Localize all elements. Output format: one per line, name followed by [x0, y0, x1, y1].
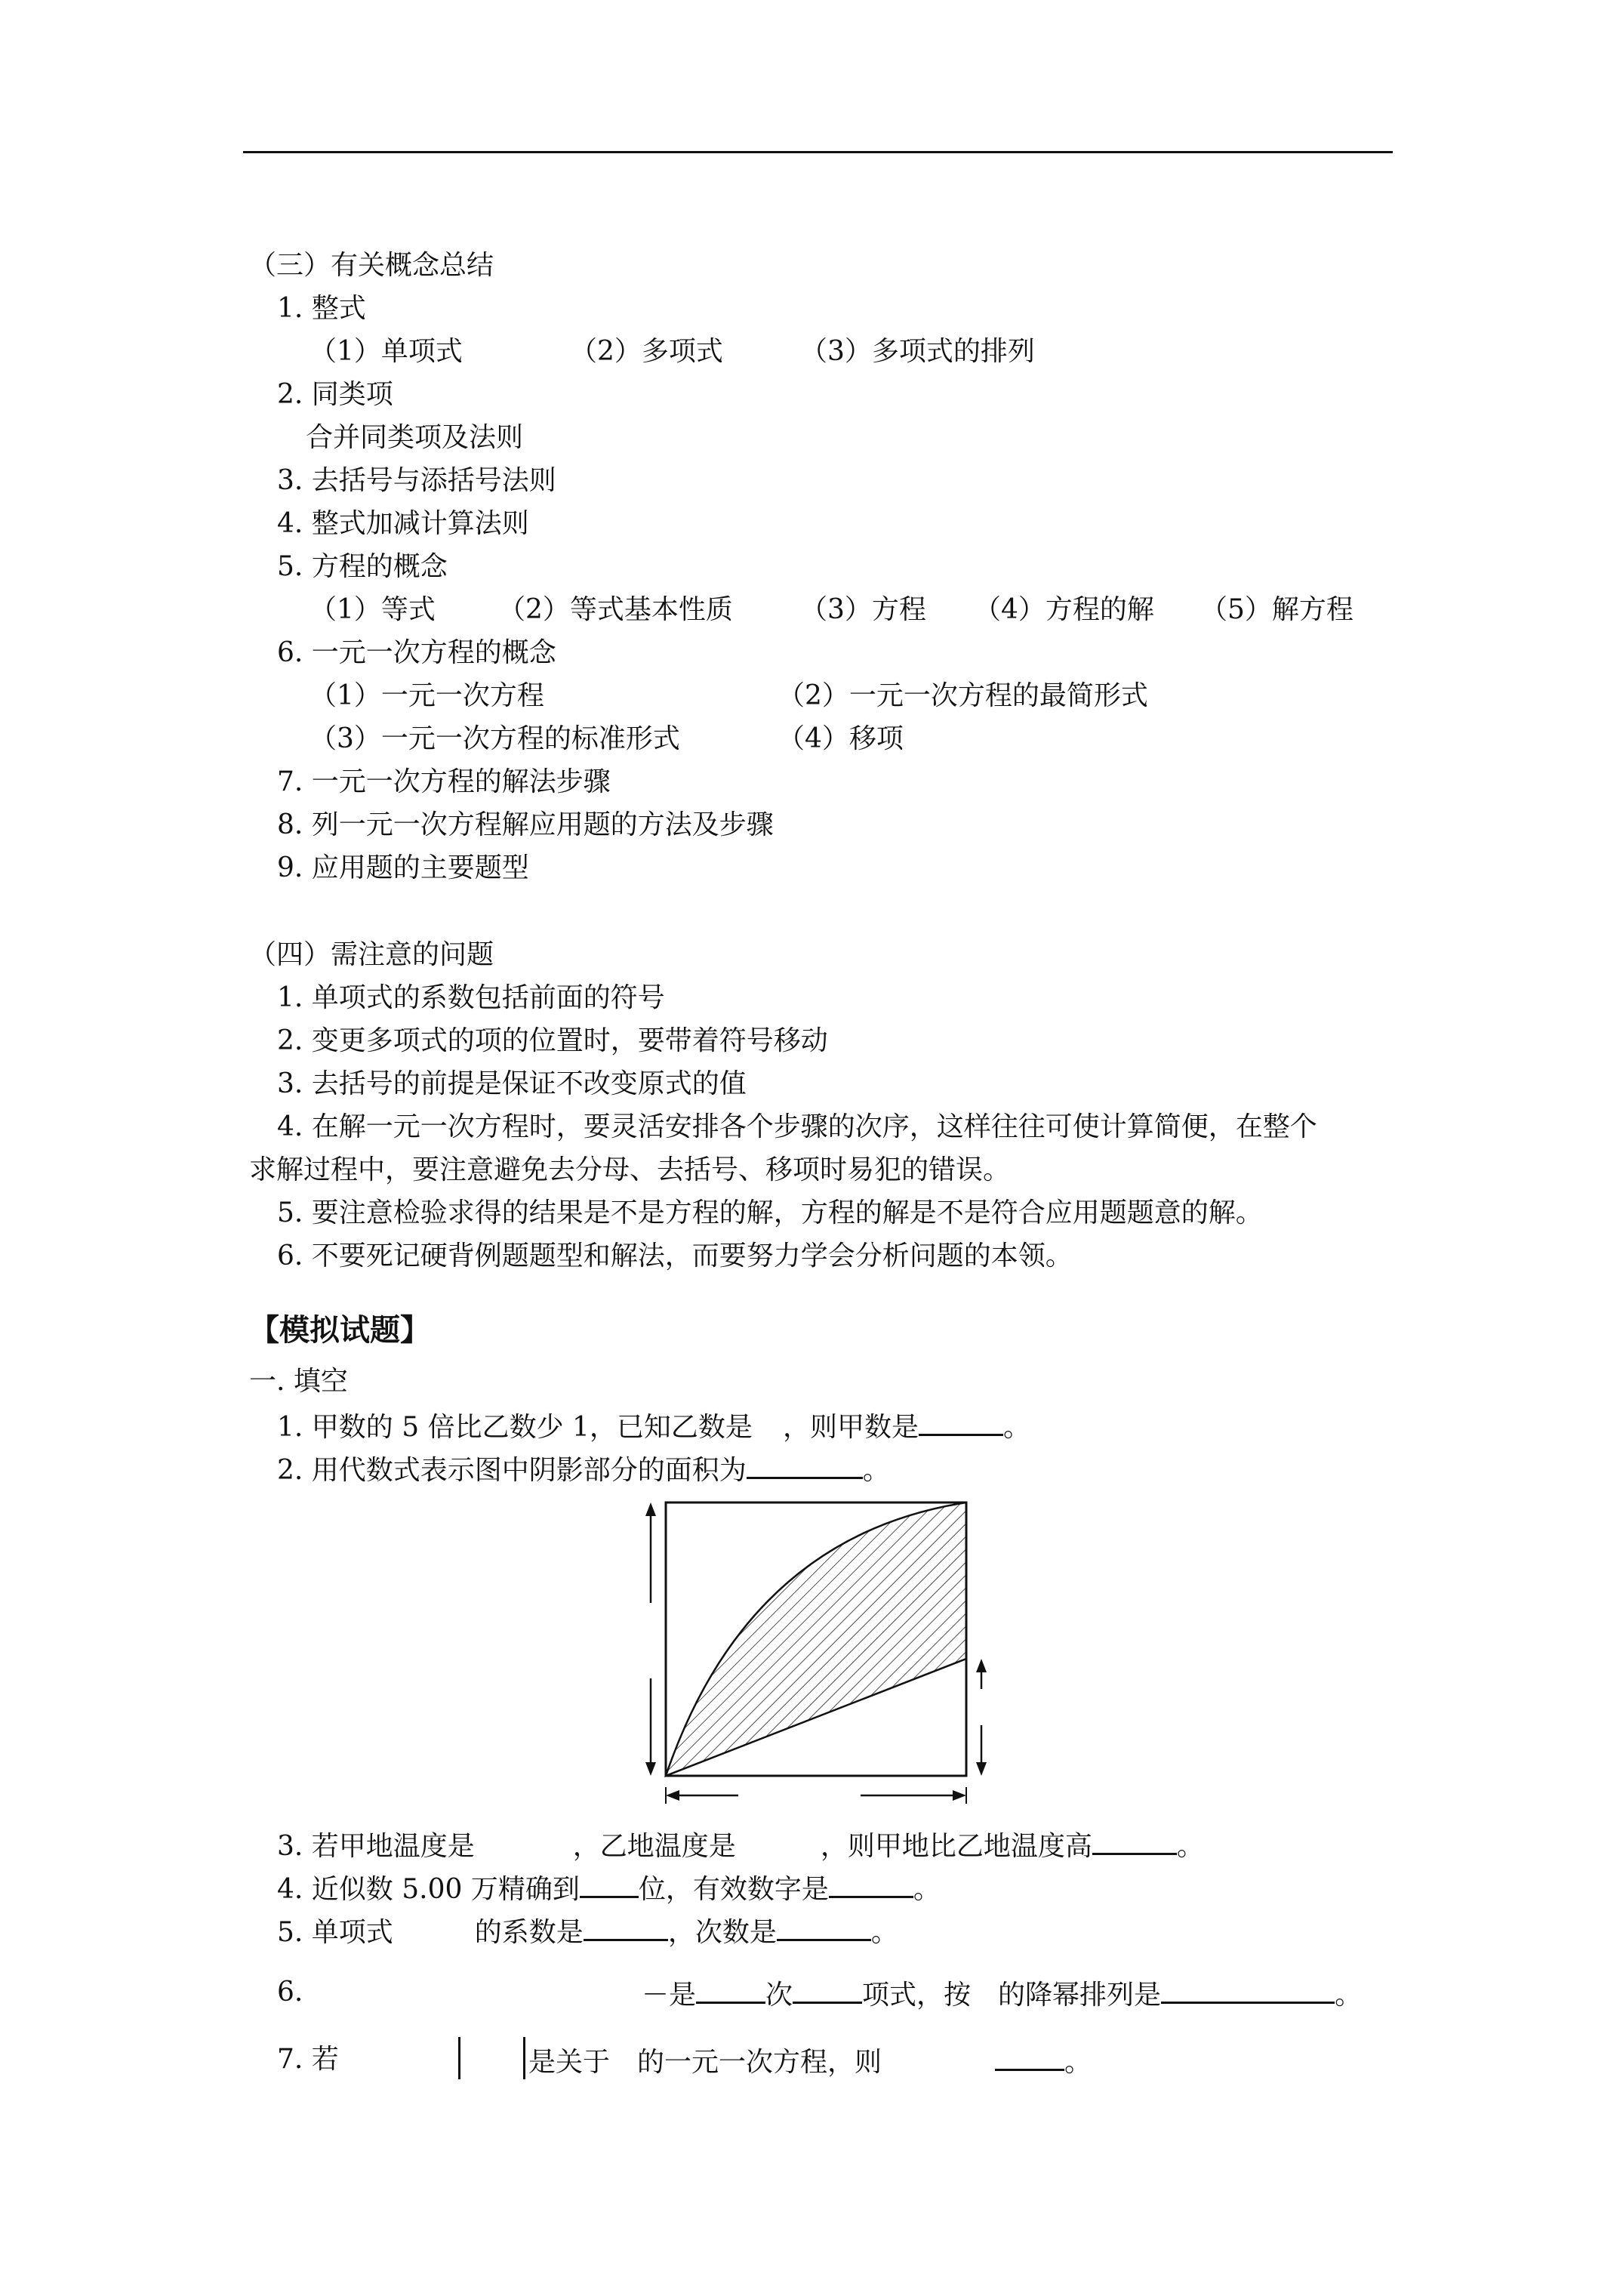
q1-text-a: 1. 甲数的 5 倍比乙数少 1，已知乙数是 [277, 1412, 753, 1443]
bottom-arrowhead-left [666, 1790, 679, 1801]
note-4b: 求解过程中，要注意避免去分母、去括号、移项时易犯的错误。 [249, 1154, 1011, 1185]
header-rule [243, 151, 1393, 153]
question-5 [277, 1913, 898, 1949]
q5-end: 。 [870, 1917, 898, 1948]
item-2: 2. 同类项 [277, 379, 393, 410]
q4-answer-blank-1[interactable] [580, 1870, 639, 1898]
item-5a: （1）等式 [310, 594, 436, 625]
note-3: 3. 去括号的前提是保证不改变原式的值 [277, 1068, 747, 1099]
item-5c: （3）方程 [800, 594, 926, 625]
item-6b: （2）一元一次方程的最简形式 [778, 680, 1148, 711]
item-6d: （4）移项 [778, 723, 904, 754]
note-2: 2. 变更多项式的项的位置时，要带着符号移动 [277, 1025, 828, 1056]
right-arrowhead-top [976, 1659, 987, 1672]
bottom-arrowhead-right [953, 1790, 966, 1801]
question-2 [277, 1451, 890, 1487]
question-7 [528, 2043, 1092, 2079]
item-6a: （1）一元一次方程 [310, 680, 544, 711]
q7-end: 。 [1064, 2047, 1092, 2078]
item-6: 6. 一元一次方程的概念 [277, 637, 556, 668]
right-arrowhead-bottom [976, 1762, 987, 1776]
question-3 [277, 1827, 1204, 1863]
question-6 [642, 1976, 1362, 2012]
item-1: 1. 整式 [277, 293, 366, 324]
item-7: 7. 一元一次方程的解法步骤 [277, 766, 611, 797]
q7-text-c: 的一元一次方程，则 [637, 2047, 882, 2078]
section-4-title: （四）需注意的问题 [249, 939, 494, 970]
abs-bar-right [523, 2037, 525, 2079]
q5-text-c: ，次数是 [667, 1917, 777, 1948]
left-arrowhead-bottom [645, 1762, 656, 1776]
shaded-area-figure [627, 1491, 996, 1812]
abs-bar-left [458, 2037, 460, 2079]
q5-text-a: 5. 单项式 [277, 1917, 393, 1948]
q3-answer-blank[interactable] [1092, 1827, 1177, 1855]
note-5: 5. 要注意检验求得的结果是不是方程的解，方程的解是不是符合应用题题意的解。 [277, 1197, 1263, 1228]
note-6: 6. 不要死记硬背例题题型和解法，而要努力学会分析问题的本领。 [277, 1240, 1073, 1271]
item-8: 8. 列一元一次方程解应用题的方法及步骤 [277, 809, 774, 840]
item-1b: （2）多项式 [570, 336, 723, 367]
q6-answer-blank-1[interactable] [696, 1976, 765, 2004]
question-7-start: 7. 若 [277, 2044, 339, 2075]
q6-text-c: 项式，按 [862, 1980, 972, 2011]
q6-answer-blank-2[interactable] [793, 1976, 862, 2004]
question-1 [277, 1408, 1030, 1444]
q2-text: 2. 用代数式表示图中阴影部分的面积为 [277, 1455, 747, 1486]
q7-text-b: 是关于 [528, 2047, 611, 2078]
q6-text-a: －是 [642, 1980, 697, 2011]
q3-end: 。 [1176, 1831, 1204, 1862]
q6-end: 。 [1335, 1980, 1363, 2011]
item-9: 9. 应用题的主要题型 [277, 852, 529, 883]
q4-text-b: 位，有效数字是 [638, 1874, 829, 1905]
q6-text-d: 的降幂排列是 [998, 1980, 1162, 2011]
question-4 [277, 1870, 941, 1906]
item-1a: （1）单项式 [310, 336, 463, 367]
q6-answer-blank-3[interactable] [1161, 1976, 1335, 2004]
question-6-number: 6. [277, 1977, 303, 2008]
q2-end: 。 [862, 1455, 890, 1486]
q5-answer-blank-1[interactable] [584, 1913, 668, 1941]
item-3: 3. 去括号与添括号法则 [277, 465, 556, 496]
q4-end: 。 [913, 1874, 941, 1905]
item-4: 4. 整式加减计算法则 [277, 508, 529, 539]
item-5b: （2）等式基本性质 [498, 594, 733, 625]
item-1c: （3）多项式的排列 [800, 336, 1035, 367]
item-5: 5. 方程的概念 [277, 551, 448, 582]
q7-answer-blank[interactable] [995, 2043, 1064, 2071]
q1-answer-blank[interactable] [919, 1408, 1003, 1436]
note-4a: 4. 在解一元一次方程时，要灵活安排各个步骤的次序，这样往往可使计算简便，在整个 [277, 1111, 1317, 1142]
item-5d: （4）方程的解 [974, 594, 1154, 625]
item-5e: （5）解方程 [1200, 594, 1354, 625]
q5-answer-blank-2[interactable] [777, 1913, 871, 1941]
item-2a: 合并同类项及法则 [306, 422, 524, 453]
q4-text-a: 4. 近似数 5.00 万精确到 [277, 1874, 580, 1905]
part-1-title: 一. 填空 [249, 1366, 348, 1397]
q4-answer-blank-2[interactable] [829, 1870, 913, 1898]
shaded-region [666, 1502, 966, 1776]
note-1: 1. 单项式的系数包括前面的符号 [277, 982, 665, 1013]
q5-text-b: 的系数是 [474, 1917, 584, 1948]
q2-answer-blank[interactable] [747, 1451, 863, 1479]
q3-text-c: ，则甲地比乙地温度高 [820, 1831, 1092, 1862]
q1-end: 。 [1002, 1412, 1030, 1443]
mock-title: 【模拟试题】 [249, 1312, 430, 1348]
q3-text-a: 3. 若甲地温度是 [277, 1831, 475, 1862]
q3-text-b: ，乙地温度是 [572, 1831, 736, 1862]
section-3-title: （三）有关概念总结 [249, 250, 494, 281]
item-6c: （3）一元一次方程的标准形式 [310, 723, 680, 754]
q6-text-b: 次 [765, 1980, 793, 2011]
q1-text-b: ，则甲数是 [782, 1412, 919, 1443]
left-arrowhead-top [645, 1502, 656, 1516]
